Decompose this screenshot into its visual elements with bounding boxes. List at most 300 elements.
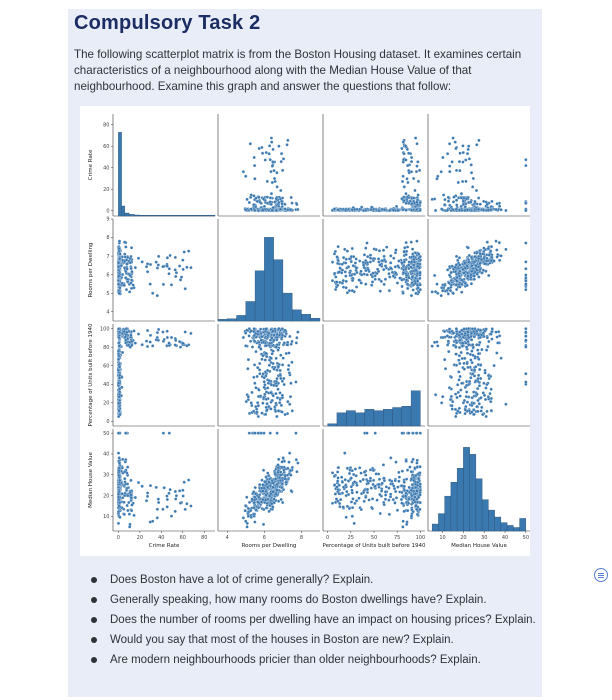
scatter-point <box>263 487 266 490</box>
scatter-point <box>355 266 358 269</box>
scatter-point <box>149 484 152 487</box>
scatter-point <box>496 255 499 258</box>
scatter-point <box>490 245 493 248</box>
scatter-point <box>338 492 341 495</box>
scatter-point <box>276 388 279 391</box>
scatter-point <box>406 196 409 199</box>
scatter-point <box>183 250 186 253</box>
scatter-point <box>161 508 164 511</box>
scatter-point <box>337 208 340 211</box>
scatter-point <box>396 486 399 489</box>
scatter-point <box>467 148 470 151</box>
scatter-point <box>456 259 459 262</box>
scatter-point <box>419 489 422 492</box>
scatter-point <box>404 495 407 498</box>
scatter-point <box>255 508 258 511</box>
scatter-point <box>163 486 166 489</box>
scatter-point <box>457 370 460 373</box>
histogram-bar <box>337 413 346 426</box>
scatter-point <box>419 432 422 435</box>
scatter-point <box>372 469 375 472</box>
scatter-point <box>252 410 255 413</box>
scatter-point <box>279 398 282 401</box>
scatter-point <box>524 242 527 245</box>
scatter-point <box>461 342 464 345</box>
scatter-point <box>402 208 405 211</box>
scatter-point <box>407 152 410 155</box>
scatter-point <box>369 257 372 260</box>
scatter-point <box>486 336 489 339</box>
scatter-point <box>118 504 121 507</box>
scatter-point <box>460 196 463 199</box>
scatter-point <box>271 352 274 355</box>
scatter-point <box>130 509 133 512</box>
scatter-point <box>406 177 409 180</box>
scatter-point <box>447 350 450 353</box>
scatter-point <box>471 185 474 188</box>
scatter-point <box>477 377 480 380</box>
scatter-point <box>272 362 275 365</box>
scatter-point <box>463 271 466 274</box>
scatter-point <box>174 497 177 500</box>
scatter-point <box>166 256 169 259</box>
scatter-point <box>419 259 422 262</box>
scatter-point <box>446 268 449 271</box>
scatter-point <box>282 377 285 380</box>
scatter-point <box>455 288 458 291</box>
scatter-point <box>458 283 461 286</box>
scatter-point <box>129 479 132 482</box>
scatter-point <box>271 399 274 402</box>
y-tick-label: 60 <box>103 143 110 150</box>
question-item: Generally speaking, how many rooms do Boston dwellings have? Explain. <box>74 590 540 610</box>
scatter-point <box>384 494 387 497</box>
histogram-bar <box>237 315 246 321</box>
scatter-point <box>279 377 282 380</box>
scatter-point <box>498 259 501 262</box>
scatter-point <box>156 294 159 297</box>
scatter-point <box>269 407 272 410</box>
scatter-point <box>455 341 458 344</box>
scatter-point <box>124 270 127 273</box>
scatter-point <box>396 282 399 285</box>
scatter-point <box>274 477 277 480</box>
scatter-point <box>444 367 447 370</box>
scatter-point <box>251 345 254 348</box>
scatter-point <box>485 383 488 386</box>
scatter-point <box>452 137 455 140</box>
scatter-point <box>385 246 388 249</box>
y-tick-label: 10 <box>103 514 110 521</box>
scatter-point <box>253 382 256 385</box>
scatter-point <box>118 409 121 412</box>
question-list <box>74 570 540 670</box>
scatter-point <box>156 516 159 519</box>
x-tick-label: 0 <box>326 535 330 541</box>
scatter-point <box>117 283 120 286</box>
scatter-point <box>478 341 481 344</box>
scatter-point <box>414 269 417 272</box>
scatter-point <box>347 480 350 483</box>
scatter-point <box>244 344 247 347</box>
scatter-point <box>401 470 404 473</box>
y-tick-label: 0 <box>106 419 110 426</box>
scatter-point <box>366 261 369 264</box>
scatter-point <box>416 513 419 516</box>
scatter-point <box>461 161 464 164</box>
scatter-point <box>281 334 284 337</box>
scatter-point <box>370 284 373 287</box>
scatter-point <box>406 283 409 286</box>
scatter-point <box>117 354 120 357</box>
scatter-point <box>406 469 409 472</box>
scatter-point <box>124 255 127 258</box>
scatter-point <box>261 498 264 501</box>
scatter-point <box>336 500 339 503</box>
scatter-point <box>288 352 291 355</box>
scatter-point <box>385 485 388 488</box>
scatter-point <box>464 408 467 411</box>
scatter-point <box>286 208 289 211</box>
scatter-point <box>351 506 354 509</box>
scatter-point <box>391 482 394 485</box>
scatter-point <box>256 401 259 404</box>
scatter-point <box>123 513 126 516</box>
scatter-point <box>463 357 466 360</box>
scatter-point <box>344 270 347 273</box>
scatter-point <box>461 268 464 271</box>
scatter-point <box>273 177 276 180</box>
scatter-point <box>118 257 121 260</box>
scatter-point <box>279 354 282 357</box>
scatter-point <box>248 501 251 504</box>
scatter-point <box>371 280 374 283</box>
scatter-point <box>460 279 463 282</box>
scatter-point <box>271 181 274 184</box>
scatter-point <box>247 515 250 518</box>
scatter-point <box>273 169 276 172</box>
scatter-point <box>257 432 260 435</box>
scatter-point <box>409 266 412 269</box>
scatter-point <box>279 479 282 482</box>
scatter-point <box>270 141 273 144</box>
scatter-point <box>454 346 457 349</box>
scatter-point <box>448 170 451 173</box>
scatter-point <box>387 499 390 502</box>
scatter-point <box>286 143 289 146</box>
histogram-bar <box>501 523 507 531</box>
scatter-point <box>244 332 247 335</box>
scatter-point <box>257 341 260 344</box>
scatter-point <box>117 510 120 513</box>
scatter-point <box>504 248 507 251</box>
scatter-point <box>485 415 488 418</box>
scatter-point <box>337 476 340 479</box>
scatter-point <box>118 286 121 289</box>
scatter-point <box>350 477 353 480</box>
scatter-point <box>434 393 437 396</box>
scatter-point <box>419 271 422 274</box>
scatter-point <box>282 357 285 360</box>
scatter-point <box>410 241 413 244</box>
scatter-point <box>252 506 255 509</box>
scatter-point <box>355 258 358 261</box>
y-axis-label: Percentage of Units built before 1940 <box>88 323 94 427</box>
scatter-point <box>123 241 126 244</box>
scatter-point <box>336 470 339 473</box>
scatter-point <box>348 507 351 510</box>
scatter-point <box>117 498 120 501</box>
scatter-point <box>269 196 272 199</box>
scatter-point <box>473 369 476 372</box>
scatter-point <box>458 209 461 212</box>
scatter-point <box>123 470 126 473</box>
scatter-point <box>446 209 449 212</box>
y-tick-label: 9 <box>106 216 110 223</box>
scatter-point <box>126 494 129 497</box>
scatter-point <box>415 432 418 435</box>
scatter-point <box>174 339 177 342</box>
scatter-point <box>490 409 493 412</box>
scatter-point <box>446 334 449 337</box>
histogram-bar <box>470 454 476 531</box>
scatter-point <box>460 205 463 208</box>
scatter-point <box>442 193 445 196</box>
scatter-point <box>447 196 450 199</box>
scatter-point <box>416 160 419 163</box>
scatter-point <box>406 509 409 512</box>
scatter-point <box>277 201 280 204</box>
scatter-point <box>403 481 406 484</box>
scatter-point <box>137 333 140 336</box>
histogram-bar <box>246 301 255 321</box>
scatter-point <box>275 346 278 349</box>
scatter-point <box>389 267 392 270</box>
scatter-point <box>414 137 417 140</box>
scatter-point <box>248 201 251 204</box>
scatter-point <box>262 432 265 435</box>
scatter-point <box>348 271 351 274</box>
scatter-point <box>450 376 453 379</box>
scatter-point <box>178 340 181 343</box>
menu-icon[interactable] <box>594 568 608 582</box>
scatter-point <box>276 396 279 399</box>
scatter-point <box>260 339 263 342</box>
scatter-point <box>253 177 256 180</box>
scatter-point <box>262 197 265 200</box>
scatter-point <box>336 486 339 489</box>
scatter-point <box>273 498 276 501</box>
scatter-point <box>281 380 284 383</box>
scatter-point <box>367 268 370 271</box>
scatter-point <box>161 331 164 334</box>
scatter-point <box>374 432 377 435</box>
scatter-point <box>419 501 422 504</box>
scatter-point <box>118 516 121 519</box>
scatter-point <box>130 287 133 290</box>
scatter-point <box>130 340 133 343</box>
scatter-point <box>248 334 251 337</box>
scatter-point <box>344 209 347 212</box>
scatter-point <box>378 493 381 496</box>
scatter-point <box>134 266 137 269</box>
scatter-point <box>258 362 261 365</box>
scatter-point <box>500 357 503 360</box>
scatter-point <box>268 144 271 147</box>
scatter-point <box>403 250 406 253</box>
scatter-point <box>339 267 342 270</box>
scatter-point <box>490 338 493 341</box>
scatter-point <box>258 483 261 486</box>
scatter-point <box>380 490 383 493</box>
scatter-point <box>277 409 280 412</box>
y-tick-label: 50 <box>103 430 110 437</box>
scatter-point <box>447 200 450 203</box>
scatter-point <box>384 490 387 493</box>
scatter-point <box>339 498 342 501</box>
scatter-point <box>366 273 369 276</box>
scatter-point <box>352 264 355 267</box>
scatter-point <box>343 248 346 251</box>
histogram-bar <box>495 517 501 531</box>
scatter-point <box>118 292 121 295</box>
scatter-point <box>433 197 436 200</box>
scatter-point <box>118 469 121 472</box>
x-axis-label: Crime Rate <box>148 543 180 549</box>
scatter-point <box>487 340 490 343</box>
scatter-point <box>496 336 499 339</box>
scatter-point <box>451 404 454 407</box>
scatter-point <box>464 205 467 208</box>
histogram-bar <box>445 496 451 531</box>
scatter-point <box>476 273 479 276</box>
scatter-point <box>384 264 387 267</box>
scatter-point <box>118 240 121 243</box>
scatter-point <box>458 263 461 266</box>
scatter-point <box>358 466 361 469</box>
scatter-point <box>370 506 373 509</box>
scatter-point <box>480 406 483 409</box>
scatter-point <box>419 283 422 286</box>
scatter-point <box>388 289 391 292</box>
x-tick-label: 20 <box>460 535 467 541</box>
histogram-bar <box>134 215 139 216</box>
scatter-point <box>413 189 416 192</box>
scatter-point <box>295 341 298 344</box>
scatter-point <box>457 359 460 362</box>
scatter-point <box>333 475 336 478</box>
scatter-point <box>394 251 397 254</box>
scatter-point <box>123 330 126 333</box>
scatter-point <box>117 358 120 361</box>
scatter-point <box>269 170 272 173</box>
scatter-point <box>277 145 280 148</box>
scatter-point <box>401 432 404 435</box>
scatter-point <box>275 493 278 496</box>
scatter-point <box>455 280 458 283</box>
scatter-point <box>275 357 278 360</box>
scatter-point <box>345 516 348 519</box>
scatter-point <box>124 276 127 279</box>
scatter-point <box>416 284 419 287</box>
y-tick-label: 20 <box>103 400 110 407</box>
scatter-point <box>474 355 477 358</box>
scatter-point <box>466 152 469 155</box>
x-tick-label: 50 <box>370 535 378 541</box>
scatter-point <box>475 143 478 146</box>
scatter-point <box>253 363 256 366</box>
scatter-point <box>331 279 334 282</box>
scatter-point <box>452 196 455 199</box>
scatter-point <box>289 208 292 211</box>
scatter-point <box>414 492 417 495</box>
scatter-point <box>493 364 496 367</box>
histogram-bar <box>438 514 444 531</box>
scatter-point <box>125 288 128 291</box>
scatter-point <box>455 169 458 172</box>
scatter-point <box>380 280 383 283</box>
x-tick-label: 25 <box>347 535 355 541</box>
scatter-point <box>458 169 461 172</box>
scatter-point <box>288 403 291 406</box>
scatter-point <box>366 488 369 491</box>
scatter-point <box>280 466 283 469</box>
scatter-point <box>289 395 292 398</box>
scatter-point <box>363 471 366 474</box>
scatter-point <box>270 337 273 340</box>
scatter-point <box>273 501 276 504</box>
scatter-point <box>288 461 291 464</box>
scatter-point <box>462 200 465 203</box>
scatter-point <box>464 332 467 335</box>
histogram-bar <box>476 479 482 531</box>
scatter-point <box>394 248 397 251</box>
scatter-point <box>268 495 271 498</box>
scatter-point <box>278 333 281 336</box>
scatter-point <box>464 282 467 285</box>
scatter-point <box>340 476 343 479</box>
histogram-bar <box>513 528 519 531</box>
scatter-point <box>268 342 271 345</box>
scatter-point <box>355 285 358 288</box>
scatter-point <box>476 349 479 352</box>
scatter-point <box>455 263 458 266</box>
scatter-point <box>389 456 392 459</box>
scatter-point <box>467 327 470 330</box>
scatter-point <box>118 247 121 250</box>
scatter-point <box>392 209 395 212</box>
scatter-point <box>351 247 354 250</box>
scatter-point <box>290 196 293 199</box>
scatter-point <box>266 202 269 205</box>
scatter-point <box>500 208 503 211</box>
scatter-point <box>415 240 418 243</box>
scatter-point <box>384 498 387 501</box>
scatter-point <box>281 394 284 397</box>
y-tick-label: 40 <box>103 381 110 388</box>
histogram-bar <box>122 206 125 216</box>
scatter-point <box>336 262 339 265</box>
scatter-point <box>271 165 274 168</box>
scatter-point <box>278 401 281 404</box>
scatter-point <box>401 180 404 183</box>
histogram-bar <box>218 319 227 321</box>
scatter-point <box>416 484 419 487</box>
scatter-point <box>347 265 350 268</box>
scatter-point <box>333 483 336 486</box>
scatter-point <box>123 284 126 287</box>
scatter-point <box>281 460 284 463</box>
